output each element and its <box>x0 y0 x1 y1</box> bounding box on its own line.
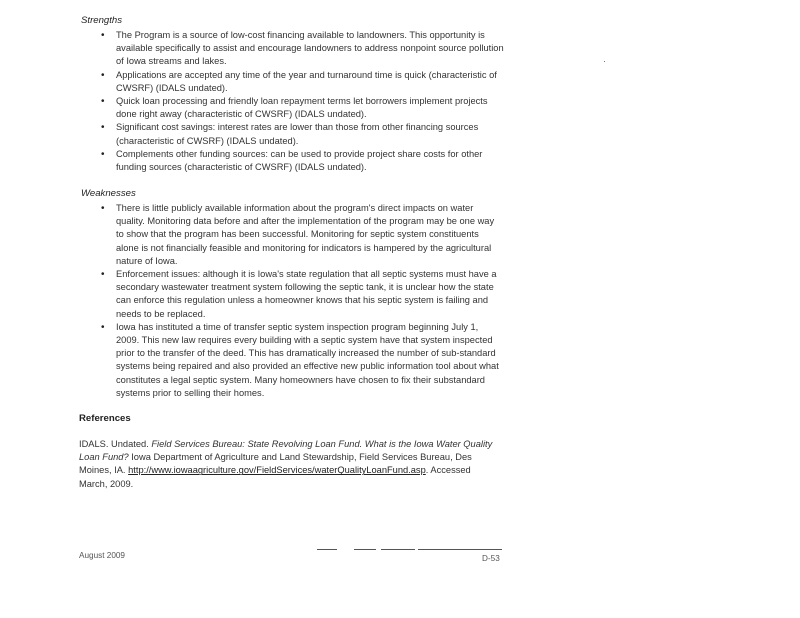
footer-rule <box>317 549 337 550</box>
list-item: • Enforcement issues: although it is Iowa's state regulation that all septic systems must have a secondary wastewater treatment system following the septic tank, it is unclear how the state can enforce this regulation unless a homeowner knows that his septic system is failing and needs to be replaced. <box>96 268 504 321</box>
reference-title: Field Services Bureau: State Revolving Loan Fund. What is the Iowa Water Quality Loan Fund? <box>79 439 493 463</box>
reference-prefix: IDALS. Undated. <box>79 439 152 449</box>
footer-rule <box>418 549 502 550</box>
reference-publisher: Iowa Department of Agriculture and Land Stewardship, Field Services Bureau, Des Moines, IA. <box>79 452 472 476</box>
strengths-list <box>96 29 504 174</box>
list-item: • There is little publicly available information about the program's direct impacts on water quality. Monitoring data before and after the implementation of the program may be one way to show that the program has been successful. Monitoring for septic system constituents alone is not financially feasible and monitoring for indicators is hampered by the agricultural nature of Iowa. <box>96 202 504 268</box>
scan-speck <box>604 61 605 62</box>
weaknesses-list <box>96 202 504 400</box>
reference-link[interactable]: http://www.iowaagriculture.gov/FieldServices/waterQualityLoanFund.asp <box>128 465 426 476</box>
footer-rule <box>354 549 376 550</box>
list-item: • Iowa has instituted a time of transfer septic system inspection program beginning July 1, 2009. This new law requires every building with a septic system have that system inspected prior to the transfer of the deed. This has dramatically increased the number of sub-standard systems being repaired and also provided an effective new public information tool about what constitutes a legal septic system. Many homeowners have chosen to fix their substandard systems prior to selling their homes. <box>96 321 504 400</box>
strengths-heading: Strengths <box>81 15 123 26</box>
list-item: • The Program is a source of low-cost financing available to landowners. This opportunity is available specifically to assist and encourage landowners to address nonpoint source pollution of Iowa streams and lakes. <box>96 29 504 69</box>
references-heading: References <box>79 413 131 424</box>
weaknesses-heading: Weaknesses <box>81 188 136 199</box>
footer-rule <box>381 549 415 550</box>
list-item: • Applications are accepted any time of the year and turnaround time is quick (characteristic of CWSRF) (IDALS undated). <box>96 69 504 95</box>
reference-entry <box>79 438 499 491</box>
page-number: D-53 <box>482 554 500 563</box>
footer-date: August 2009 <box>79 551 125 560</box>
list-item: • Quick loan processing and friendly loan repayment terms let borrowers implement projects done right away (characteristic of CWSRF) (IDALS undated). <box>96 95 504 121</box>
list-item: • Complements other funding sources: can be used to provide project share costs for other funding sources (characteristic of CWSRF) (IDALS undated). <box>96 148 504 174</box>
list-item: • Significant cost savings: interest rates are lower than those from other financing sources (characteristic of CWSRF) (IDALS undated). <box>96 121 504 147</box>
reference-accessed: . Accessed March, 2009. <box>79 465 471 489</box>
